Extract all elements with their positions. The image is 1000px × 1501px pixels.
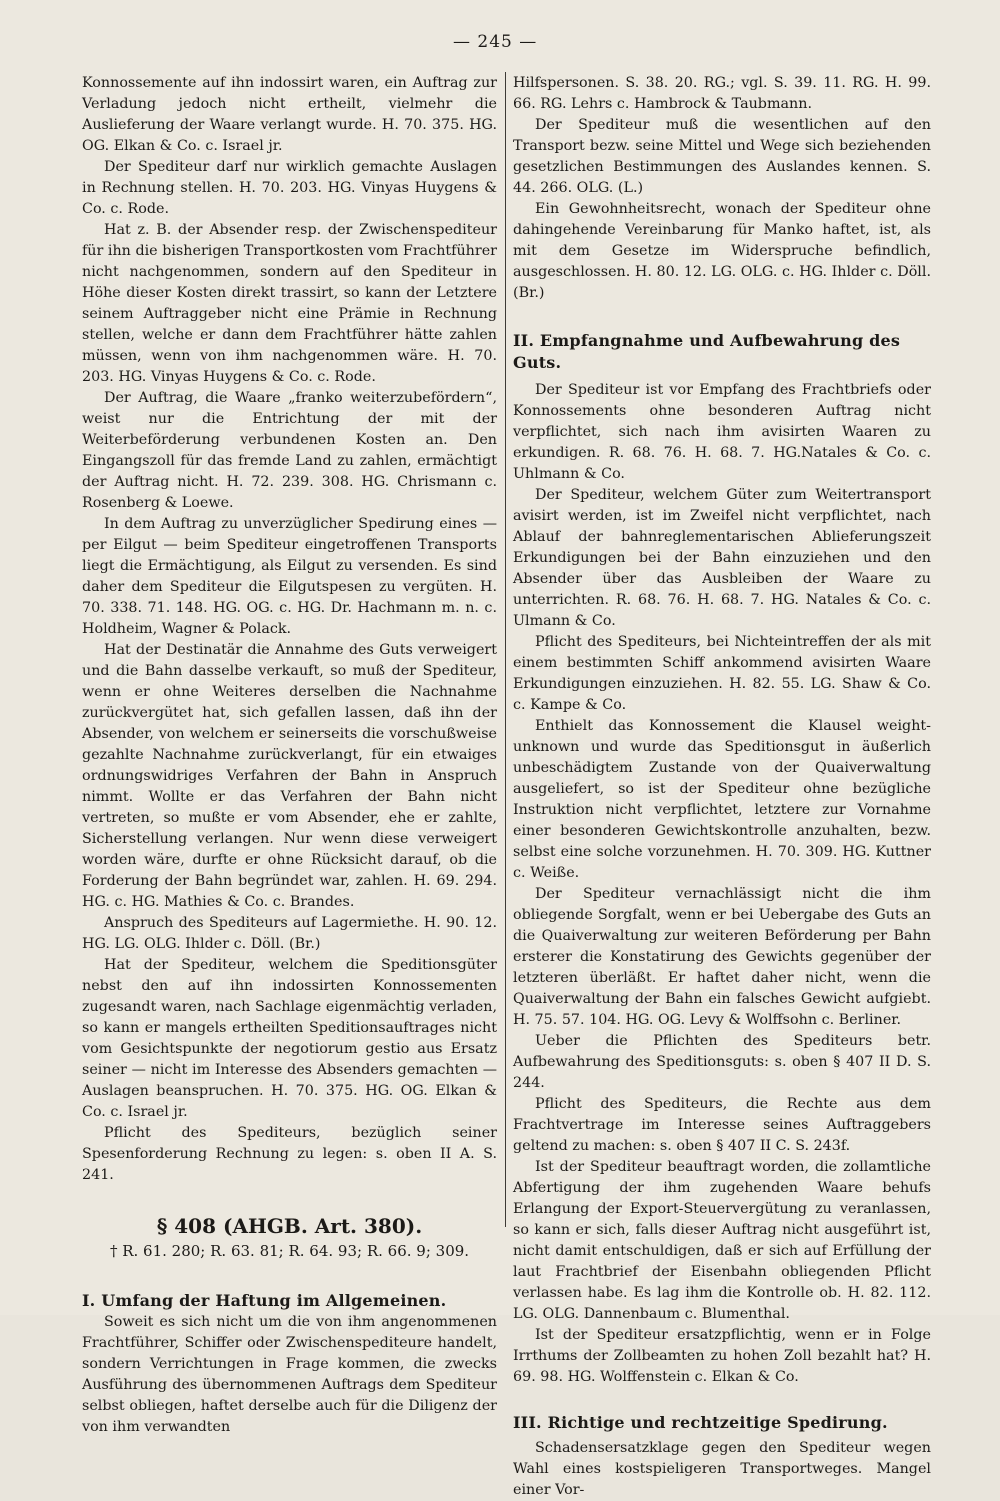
section-heading-1: I. Umfang der Haftung im Allgemeinen. [82, 1291, 447, 1310]
right-paragraph-2: Der Spediteur muß die wesentlichen auf den Transport bezw. seine Mittel und Wege sich beziehenden gesetzlichen Bestimmungen des Auslandes kennen. S. 44. 266. OLG. (L.) [513, 117, 931, 196]
left-paragraph-7: Anspruch des Spediteurs auf Lagermiethe. H. 90. 12. HG. LG. OLG. Ihlder c. Döll. (Br.) [82, 915, 497, 952]
right-paragraph-3: Ein Gewohnheitsrecht, wonach der Spediteur ohne dahingehende Vereinbarung für Manko haftet, ist, als mit dem Gesetze im Widerspruche befindlich, ausgeschlossen. H. 80. 12. LG. OLG. c. HG. Ihlder c. Döll. (Br.) [513, 201, 931, 301]
right-paragraph-12: Ist der Spediteur ersatzpflichtig, wenn er in Folge Irrthums der Zollbeamten zu hohen Zoll bezahlt hat? H. 69. 98. HG. Wolffenstein c. Elkan & Co. [513, 1327, 931, 1385]
section-heading-2: II. Empfangnahme und Aufbewahrung des Guts. [513, 331, 901, 372]
right-paragraph-9: Ueber die Pflichten des Spediteurs betr. Aufbewahrung des Speditionsguts: s. oben § 407 II D. S. 244. [513, 1033, 931, 1091]
right-paragraph-13: Schadensersatzklage gegen den Spediteur wegen Wahl eines kostspieligeren Transportweges. Mangel einer Vor- [513, 1440, 931, 1498]
left-paragraph-5: In dem Auftrag zu unverzüglicher Spedirung eines — per Eilgut — beim Spediteur eingetroffenen Transports liegt die Ermächtigung, als Eilgut zu versenden. Es sind daher dem Spediteur die Eilgutspesen zu vergüten. H. 70. 338. 71. 148. HG. OG. c. HG. Dr. Hachmann m. n. c. Holdheim, Wagner & Polack. [82, 516, 497, 637]
right-paragraph-7: Enthielt das Konnossement die Klausel weight-unknown und wurde das Speditionsgut in äußerlich unbeschädigtem Zustande von der Quaiverwaltung ausgeliefert, so ist der Spediteur ohne bezügliche Instruktion nicht verpflichtet, letztere zur Vornahme einer besonderen Gewichtskontrolle anzuhalten, bezw. selbst eine solche vorzunehmen. H. 70. 309. HG. Kuttner c. Weiße. [513, 718, 931, 881]
right-paragraph-4: Der Spediteur ist vor Empfang des Frachtbriefs oder Konnossements ohne besonderen Auftrag nicht verpflichtet, sich nach ihm avisirten Waaren zu erkundigen. R. 68. 76. H. 68. 7. HG.Natales & Co. c. Uhlmann & Co. [513, 382, 931, 482]
right-paragraph-10: Pflicht des Spediteurs, die Rechte aus dem Frachtvertrage im Interesse seines Auftraggebers geltend zu machen: s. oben § 407 II C. S. 243f. [513, 1096, 931, 1154]
column-divider [505, 72, 506, 1227]
paragraph-references: † R. 61. 280; R. 63. 81; R. 64. 93; R. 66. 9; 309. [109, 1242, 470, 1260]
right-column [513, 73, 931, 1501]
right-paragraph-8: Der Spediteur vernachlässigt nicht die ihm obliegende Sorgfalt, wenn er bei Uebergabe des Guts an die Quaiverwaltung zur weiteren Beförderung per Bahn ersterer die Konstatirung des Gewichts gegenüber der letzteren überläßt. Er haftet daher nicht, wenn die Quaiverwaltung der Bahn ein falsches Gewicht aufgiebt. H. 75. 57. 104. HG. OG. Levy & Wolffsohn c. Berliner. [513, 886, 931, 1028]
left-column [82, 73, 497, 1438]
paragraph-heading: § 408 (AHGB. Art. 380). [156, 1214, 423, 1238]
left-paragraph-6: Hat der Destinatär die Annahme des Guts verweigert und die Bahn dasselbe verkauft, so muß der Spediteur, wenn er ohne Weiteres derselben die Nachnahme zurückvergütet hat, sich gefallen lassen, daß ihn der Absender, von welchem er seinerseits die vorschußweise gezahlte Nachnahme zurückverlangt, für ein etwaiges ordnungswidriges Verfahren der Bahn in Anspruch nimmt. Wollte er das Verfahren der Bahn nicht vertreten, so mußte er vom Absender, ehe er zahlte, Sicherstellung verlangen. Nur wenn diese verweigert worden wäre, durfte er ohne Rücksicht darauf, ob die Forderung der Bahn begründet war, zahlen. H. 69. 294. HG. c. HG. Mathies & Co. c. Brandes. [82, 642, 497, 910]
left-paragraph-4: Der Auftrag, die Waare „franko weiterzubefördern“, weist nur die Entrichtung der mit der Weiterbeförderung verbundenen Kosten an. Den Eingangszoll für das fremde Land zu zahlen, ermächtigt der Auftrag nicht. H. 72. 239. 308. HG. Chrismann c. Rosenberg & Loewe. [82, 390, 497, 511]
right-paragraph-5: Der Spediteur, welchem Güter zum Weitertransport avisirt werden, ist im Zweifel nicht verpflichtet, nach Ablauf der bahnreglementarischen Ablieferungszeit Erkundigungen bei der Bahn einzuziehen und den Absender über das Ausbleiben der Waare zu unterrichten. R. 68. 76. H. 68. 7. HG. Natales & Co. c. Ulmann & Co. [513, 487, 931, 629]
section-heading-3: III. Richtige und rechtzeitige Spedirung. [513, 1413, 888, 1432]
right-paragraph-6: Pflicht des Spediteurs, bei Nichteintreffen der als mit einem bestimmten Schiff ankommend avisirten Waare Erkundigungen einzuziehen. H. 82. 55. LG. Shaw & Co. c. Kampe & Co. [513, 634, 931, 713]
right-paragraph-1: Hilfspersonen. S. 38. 20. RG.; vgl. S. 39. 11. RG. H. 99. 66. RG. Lehrs c. Hambrock & Taubmann. [513, 75, 931, 112]
left-paragraph-8: Hat der Spediteur, welchem die Speditionsgüter nebst den auf ihn indossirten Konnossementen zugesandt waren, nach Sachlage eigenmächtig verladen, so kann er mangels ertheilten Speditionsauftrages nicht vom Gesichtspunkte der negotiorum gestio aus Ersatz seiner — nicht im Interesse des Absenders gemachten — Auslagen beanspruchen. H. 70. 375. HG. OG. Elkan & Co. c. Israel jr. [82, 957, 497, 1120]
left-paragraph-10: Soweit es sich nicht um die von ihm angenommenen Frachtführer, Schiffer oder Zwischenspediteure handelt, sondern Verrichtungen in Frage kommen, die zwecks Ausführung des übernommenen Auftrags dem Spediteur selbst obliegen, haftet derselbe auch für die Diligenz der von ihm verwandten [82, 1314, 497, 1435]
left-paragraph-3: Hat z. B. der Absender resp. der Zwischenspediteur für ihn die bisherigen Transportkosten vom Frachtführer nicht nachgenommen, sondern auf den Spediteur in Höhe dieser Kosten direkt trassirt, so kann der Letztere seinem Auftraggeber nicht eine Prämie in Rechnung stellen, welche er dann dem Frachtführer hätte zahlen müssen, wenn von ihm nachgenommen wäre. H. 70. 203. HG. Vinyas Huygens & Co. c. Rode. [82, 222, 497, 385]
right-paragraph-11: Ist der Spediteur beauftragt worden, die zollamtliche Abfertigung der ihm zugehenden Waare behufs Erlangung der Export-Steuervergütung zu veranlassen, so kann er sich, falls dieser Auftrag nicht ausgeführt ist, nicht damit entschuldigen, daß er sich auf Erfüllung der laut Frachtbrief der Eisenbahn obliegenden Pflicht verlassen habe. Es lag ihm die Kontrolle ob. H. 82. 112. LG. OLG. Dannenbaum c. Blumenthal. [513, 1159, 931, 1322]
left-paragraph-9: Pflicht des Spediteurs, bezüglich seiner Spesenforderung Rechnung zu legen: s. oben II A. S. 241. [82, 1125, 497, 1183]
left-paragraph-2: Der Spediteur darf nur wirklich gemachte Auslagen in Rechnung stellen. H. 70. 203. HG. Vinyas Huygens & Co. c. Rode. [82, 159, 497, 217]
page-number: — 245 — [453, 32, 538, 52]
left-paragraph-1: Konnossemente auf ihn indossirt waren, ein Auftrag zur Verladung jedoch nicht ertheilt, vielmehr die Auslieferung der Waare verlangt wurde. H. 70. 375. HG. OG. Elkan & Co. c. Israel jr. [82, 75, 497, 154]
